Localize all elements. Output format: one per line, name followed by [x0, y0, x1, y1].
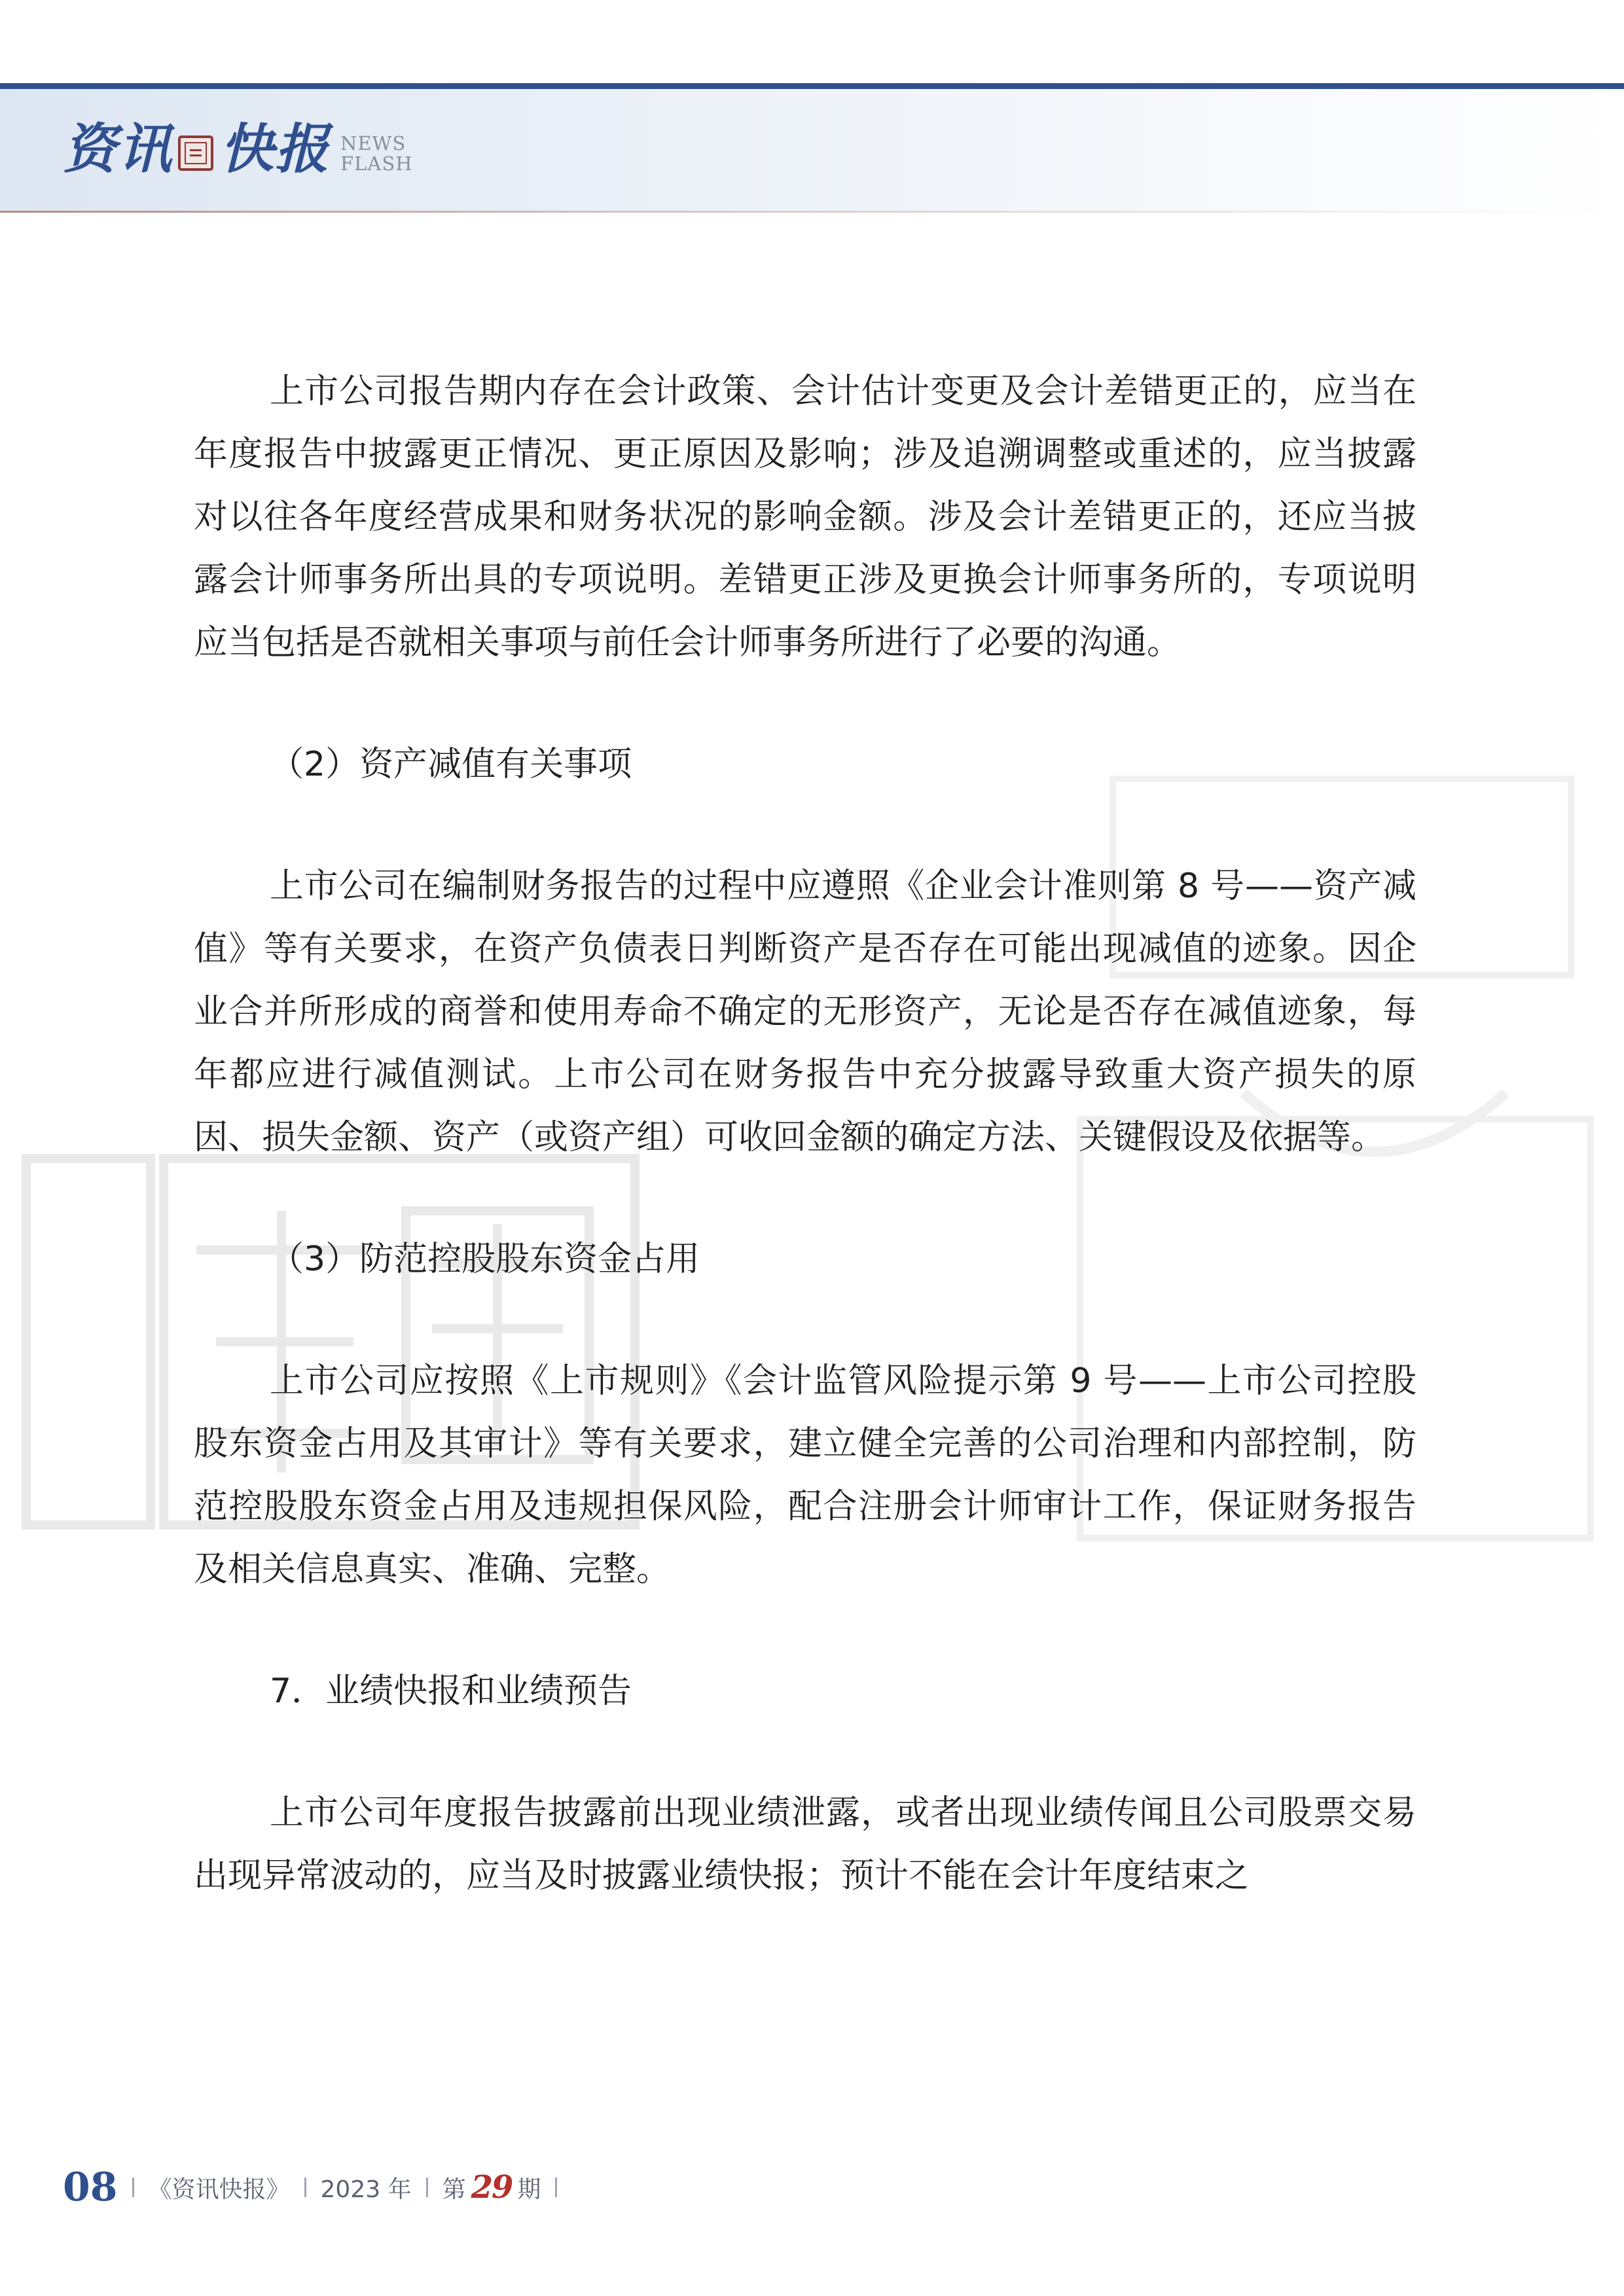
publication-year: 2023 年	[320, 2176, 412, 2203]
masthead-title-part2: 快报	[220, 118, 330, 181]
section-heading-fund-occupation: （3）防范控股股东资金占用	[270, 1240, 700, 1279]
masthead-title-part1: 资讯	[63, 118, 173, 181]
section-heading-performance-forecast: 7．业绩快报和业绩预告	[270, 1672, 632, 1711]
publication-name: 《资讯快报》	[148, 2176, 290, 2203]
paragraph-accounting-changes: 上市公司报告期内存在会计政策、会计估计变更及会计差错更正的，应当在年度报告中披露更正情况、更正原因及影响；涉及追溯调整或重述的，应当披露对以往各年度经营成果和财务状况的影响金额。涉及会计差错更正的，还应当披露会计师事务所出具的专项说明。差错更正涉及更换会计师事务所的，专项说明应当包括是否就相关事项与前任会计师事务所进行了必要的沟通。	[194, 372, 1416, 662]
page-number: 08	[63, 2164, 118, 2210]
paragraph-performance-forecast: 上市公司年度报告披露前出现业绩泄露，或者出现业绩传闻且公司股票交易出现异常波动的，应当及时披露业绩快报；预计不能在会计年度结束之	[194, 1793, 1416, 1895]
footer-divider	[555, 2178, 557, 2197]
paragraph-asset-impairment: 上市公司在编制财务报告的过程中应遵照《企业会计准则第 8 号——资产减值》等有关要求，在资产负债表日判断资产是否存在可能出现减值的迹象。因企业合并所形成的商誉和使用寿命不确定的无形资产，无论是否存在减值迹象，每年都应进行减值测试。上市公司在财务报告中充分披露导致重大资产损失的原因、损失金额、资产（或资产组）可收回金额的确定方法、关键假设及依据等。	[194, 867, 1416, 1157]
page-footer	[63, 2161, 571, 2214]
issue-number: 29	[471, 2169, 513, 2206]
footer-divider	[304, 2178, 306, 2197]
seal-icon	[178, 135, 213, 171]
header-top-rule	[0, 83, 1624, 89]
masthead-english-line2: FLASH	[340, 152, 413, 175]
section-heading-asset-impairment: （2）资产减值有关事项	[270, 745, 632, 784]
issue-prefix: 第	[442, 2176, 466, 2203]
article-body	[194, 360, 1416, 1907]
masthead-english	[340, 134, 412, 174]
issue-suffix: 期	[517, 2176, 541, 2203]
header-bottom-rule	[0, 211, 1624, 213]
masthead-logo	[63, 117, 412, 182]
masthead-english-line1: NEWS	[340, 132, 406, 154]
paragraph-fund-occupation: 上市公司应按照《上市规则》《会计监管风险提示第 9 号——上市公司控股股东资金占用及其审计》等有关要求，建立健全完善的公司治理和内部控制，防范控股股东资金占用及违规担保风险，配合注册会计师审计工作，保证财务报告及相关信息真实、准确、完整。	[194, 1361, 1416, 1589]
footer-divider	[426, 2178, 428, 2197]
issue-label	[442, 2169, 541, 2206]
footer-divider	[132, 2178, 134, 2197]
